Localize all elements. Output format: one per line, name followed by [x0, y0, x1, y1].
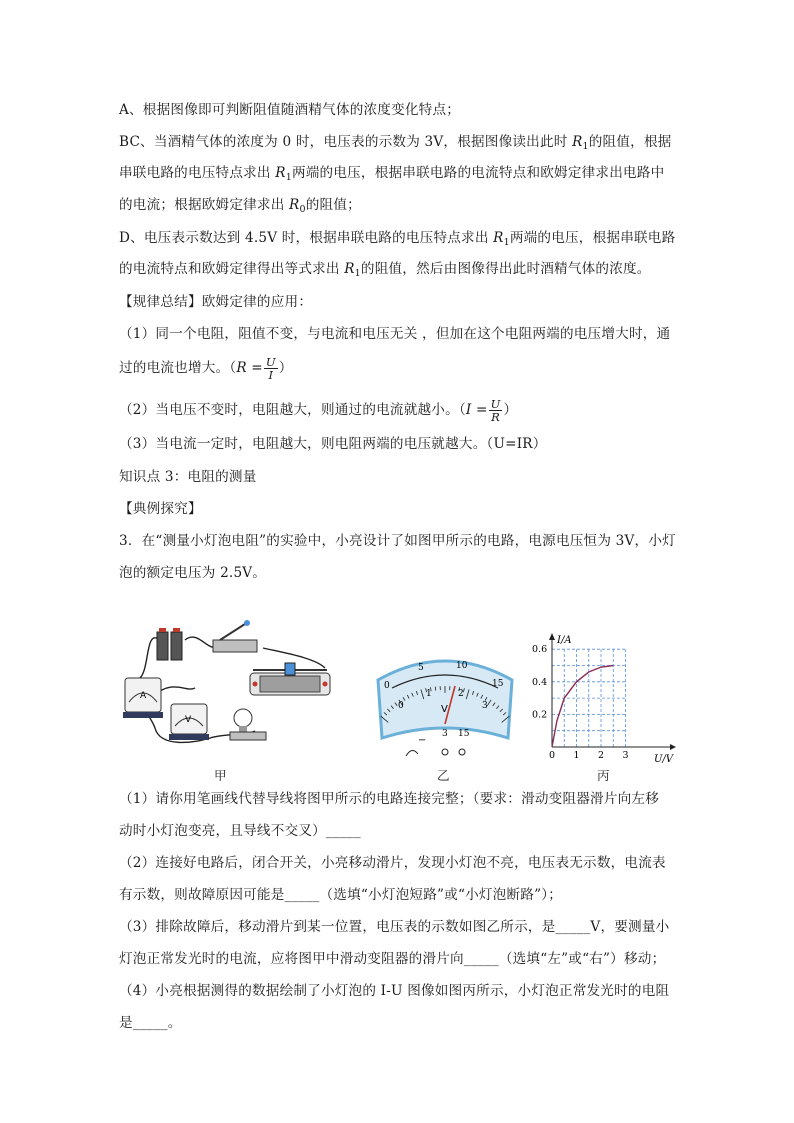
dial-top-0: 0: [384, 681, 390, 691]
dial-bottom-2: 2: [458, 689, 464, 699]
caption-yi: 乙: [437, 768, 450, 783]
rule-1-line2: 过的电流也增大。（R = $\frac{U}{I}$ ）: [119, 355, 293, 382]
part-4-line1: （4）小亮根据测得的数据绘制了小灯泡的 I-U 图像如图丙所示，小灯泡正常发光时的电阻: [119, 983, 670, 999]
rule-3: （3）当电流一定时，电阻越大，则电阻两端的电压就越大。（U=IR）: [119, 436, 547, 452]
terminal-3: 3: [442, 729, 448, 739]
rule-summary-heading: 【规律总结】欧姆定律的应用：: [119, 294, 313, 310]
dial-top-15: 15: [492, 679, 504, 689]
dial-top-5: 5: [418, 663, 424, 673]
dial-bottom-3: 3: [482, 701, 488, 711]
part-3-line2: 灯泡正常发光时的电流，应将图甲中滑动变阻器的滑片向_____（选填“左”或“右”）移动；: [119, 951, 666, 967]
caption-bing: 丙: [597, 768, 610, 783]
part-2-line2: 有示数，则故障原因可能是_____（选填“小灯泡短路”或“小灯泡断路”）；: [119, 887, 563, 903]
ammeter-icon: [123, 678, 163, 718]
question-3-line2: 泡的额定电压为 2.5V。: [119, 565, 267, 581]
formula-u-over-i: $\frac{U}{I}$: [265, 355, 276, 382]
caption-jia: 甲: [214, 768, 227, 783]
analysis-d-line2: 的电流特点和欧姆定律得出等式求出 $R_1$的阻值，然后由图像得出此时酒精气体的浓度。: [119, 261, 651, 279]
iu-curve-series: [552, 666, 613, 748]
x-tick-label: 1: [573, 750, 580, 761]
bulb-icon: [230, 709, 266, 740]
part-1-line1: （1）请你用笔画线代替导线将图甲所示的电路连接完整；（要求：滑动变阻器滑片向左移: [119, 791, 660, 807]
y-axis-label: I/A: [557, 635, 572, 646]
dial-bottom-0: 0: [398, 701, 404, 711]
voltmeter-icon: [169, 704, 209, 740]
svg-text:V: V: [185, 715, 192, 725]
y-tick-label: 0.6: [532, 644, 548, 656]
figure-iu-chart: [530, 630, 680, 765]
part-4-line2: 是_____。: [119, 1015, 182, 1031]
rheostat-icon: [250, 663, 330, 695]
dial-bottom-1: 1: [426, 689, 432, 699]
dial-top-10: 10: [456, 661, 468, 671]
rule-2: （2）当电压不变时，电阻越大，则通过的电流就越小。（I = $\frac{U}{R}$ ）: [119, 397, 518, 424]
switch-icon: [213, 620, 257, 652]
analysis-bc-line3: 的电流；根据欧姆定律求出 $R_0$的阻值；: [119, 197, 361, 215]
figure-circuit-apparatus: [115, 618, 345, 758]
x-tick-label: 0: [549, 750, 556, 761]
part-3-line1: （3）排除故障后，移动滑片到某一位置，电压表的示数如图乙所示，是_____V，要测量小: [119, 919, 670, 935]
analysis-a: A、根据图像即可判断阻值随酒精气体的浓度变化特点；: [119, 102, 461, 118]
dial-letter: V: [441, 704, 448, 715]
knowledge-point-3: 知识点 3：电阻的测量: [119, 469, 257, 485]
part-1-line2: 动时小灯泡变亮，且导线不交叉）_____: [119, 823, 361, 839]
terminal-15: 15: [458, 729, 470, 739]
formula-u-over-r: $\frac{U}{R}$: [490, 397, 501, 424]
y-tick-label: 0.2: [532, 709, 548, 721]
figure-voltmeter-dial: [370, 650, 520, 762]
analysis-bc-line2: 串联电路的电压特点求出 $R_1$两端的电压，根据串联电路的电流特点和欧姆定律求出电路中: [119, 165, 665, 183]
x-tick-label: 3: [622, 750, 629, 761]
rule-1-line1: （1）同一个电阻，阻值不变，与电流和电压无关 ，但加在这个电阻两端的电压增大时，通: [119, 326, 671, 342]
x-tick-label: 2: [598, 750, 605, 761]
analysis-bc-line1: BC、当酒精气体的浓度为 0 时，电压表的示数为 3V，根据图像读出此时 $R_1$的阻值，根据: [119, 134, 672, 152]
x-axis-label: U/V: [654, 754, 674, 765]
example-heading: 【典例探究】: [119, 501, 202, 517]
analysis-d-line1: D、电压表示数达到 4.5V 时，根据串联电路的电压特点求出 $R_1$两端的电压，根据串联电路: [119, 230, 676, 248]
svg-text:A: A: [140, 691, 147, 701]
part-2-line1: （2）连接好电路后，闭合开关，小亮移动滑片，发现小灯泡不亮，电压表无示数，电流表: [119, 855, 666, 871]
terminal-minus: −: [418, 735, 427, 746]
battery-icon: [157, 628, 182, 660]
y-tick-label: 0.4: [532, 676, 548, 688]
question-3-line1: 3．在“测量小灯泡电阻”的实验中，小亮设计了如图甲所示的电路，电源电压恒为 3V，小灯: [119, 533, 676, 549]
